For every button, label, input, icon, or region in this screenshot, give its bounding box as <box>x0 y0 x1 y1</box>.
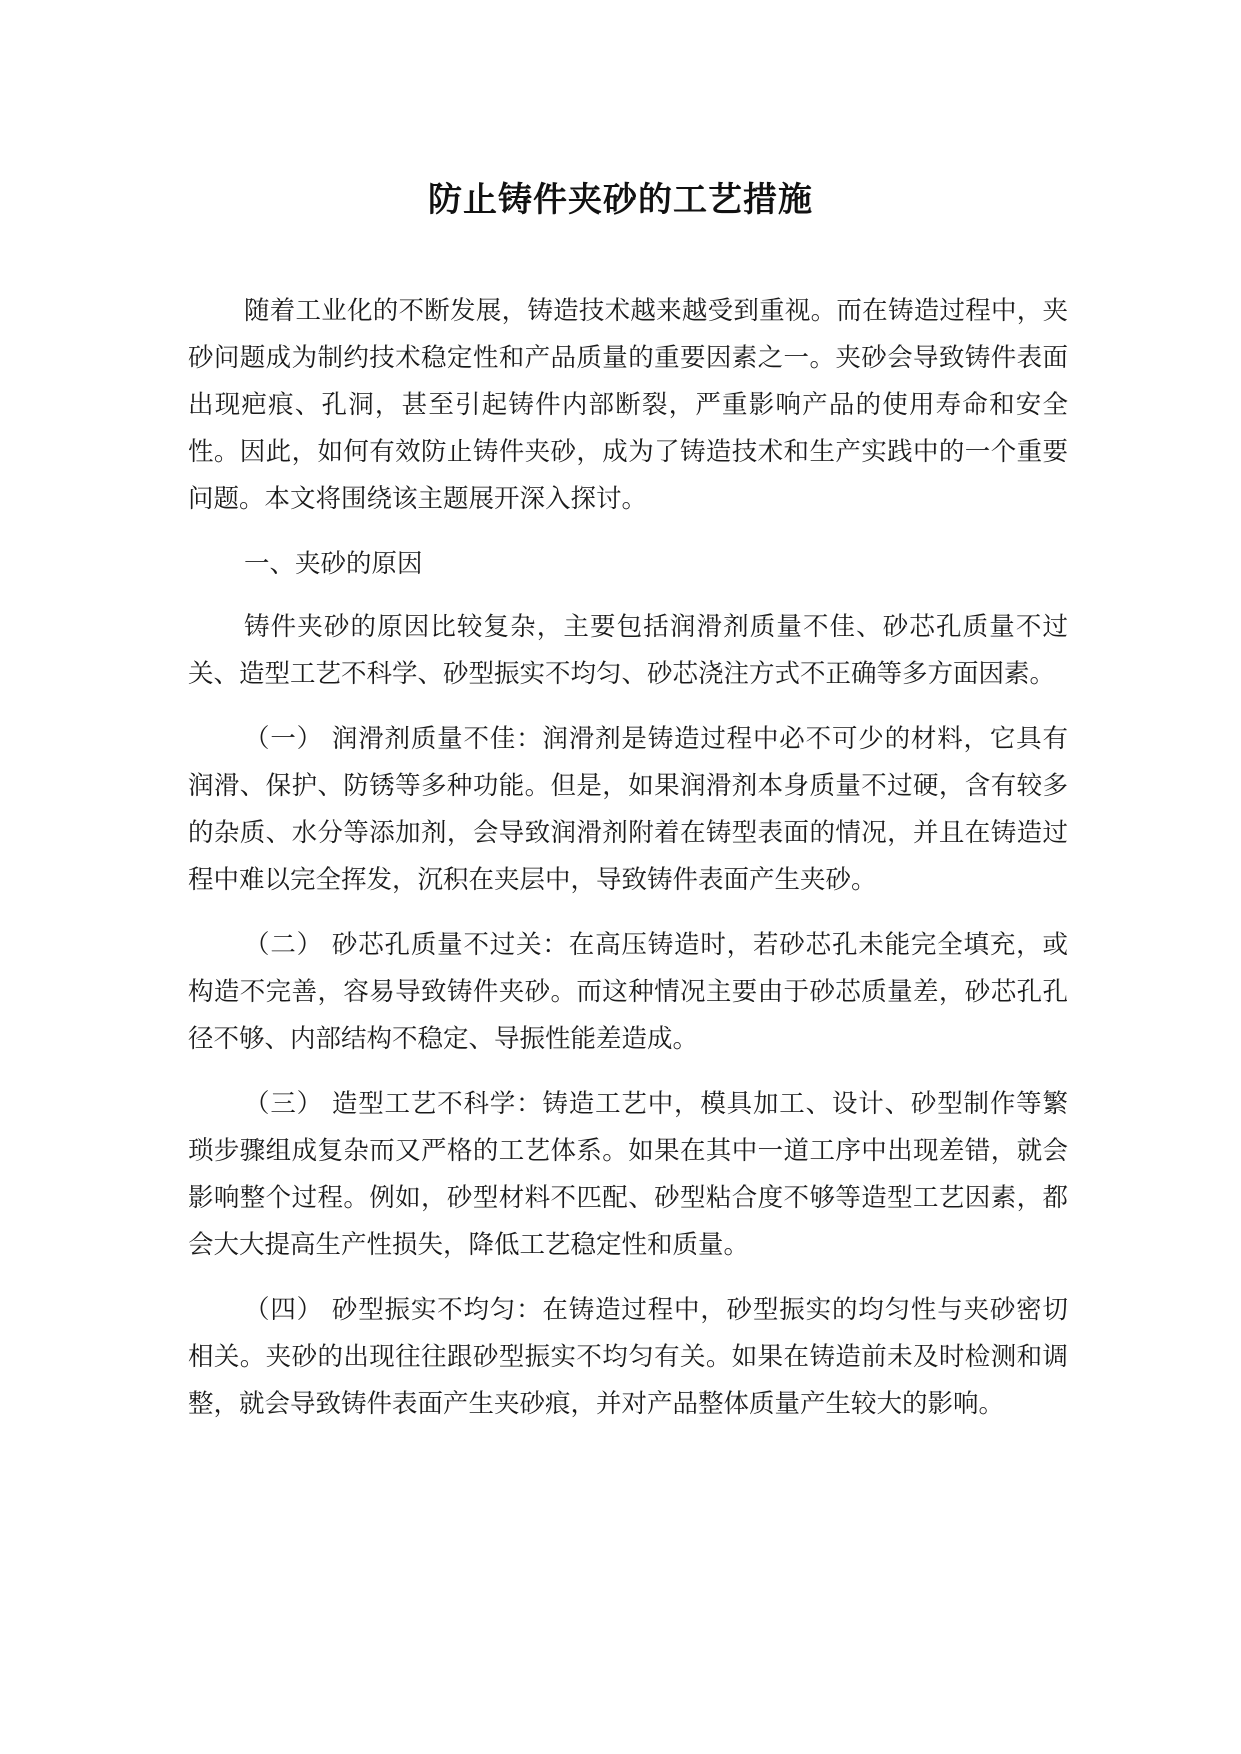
cause-2-paragraph: （二） 砂芯孔质量不过关：在高压铸造时，若砂芯孔未能完全填充，或构造不完善，容易导致铸件夹砂。而这种情况主要由于砂芯质量差，砂芯孔孔径不够、内部结构不稳定、导振性能差造成。 <box>188 930 1068 1054</box>
document-title: 防止铸件夹砂的工艺措施 <box>428 180 813 220</box>
cause-4-paragraph: （四） 砂型振实不均匀：在铸造过程中，砂型振实的均匀性与夹砂密切相关。夹砂的出现往往跟砂型振实不均匀有关。如果在铸造前未及时检测和调整，就会导致铸件表面产生夹砂痕，并对产品整体质量产生较大的影响。 <box>188 1295 1068 1419</box>
section-heading-causes: 一、夹砂的原因 <box>244 549 423 579</box>
cause-1-paragraph: （一） 润滑剂质量不佳：润滑剂是铸造过程中必不可少的材料，它具有润滑、保护、防锈等多种功能。但是，如果润滑剂本身质量不过硬，含有较多的杂质、水分等添加剂，会导致润滑剂附着在铸型表面的情况，并且在铸造过程中难以完全挥发，沉积在夹层中，导致铸件表面产生夹砂。 <box>188 724 1068 895</box>
causes-summary-paragraph: 铸件夹砂的原因比较复杂，主要包括润滑剂质量不佳、砂芯孔质量不过关、造型工艺不科学、砂型振实不均匀、砂芯浇注方式不正确等多方面因素。 <box>188 612 1068 689</box>
intro-paragraph: 随着工业化的不断发展，铸造技术越来越受到重视。而在铸造过程中，夹砂问题成为制约技术稳定性和产品质量的重要因素之一。夹砂会导致铸件表面出现疤痕、孔洞，甚至引起铸件内部断裂，严重影响产品的使用寿命和安全性。因此，如何有效防止铸件夹砂，成为了铸造技术和生产实践中的一个重要问题。本文将围绕该主题展开深入探讨。 <box>188 296 1068 514</box>
cause-3-paragraph: （三） 造型工艺不科学：铸造工艺中，模具加工、设计、砂型制作等繁琐步骤组成复杂而又严格的工艺体系。如果在其中一道工序中出现差错，就会影响整个过程。例如，砂型材料不匹配、砂型粘合度不够等造型工艺因素，都会大大提高生产性损失，降低工艺稳定性和质量。 <box>188 1089 1068 1260</box>
document-body <box>188 288 1068 1446</box>
